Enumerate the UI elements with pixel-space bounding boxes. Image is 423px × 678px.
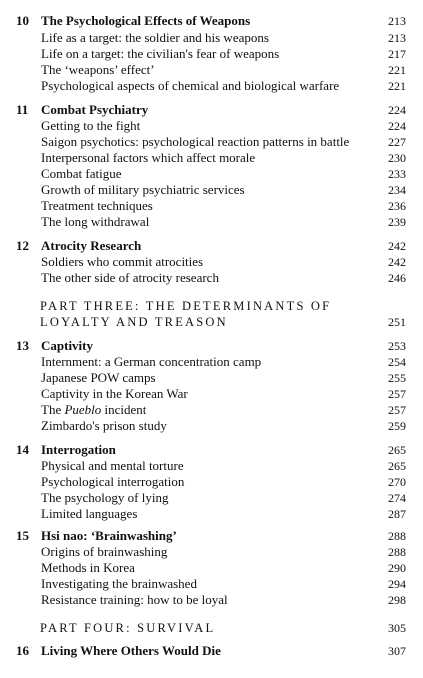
page-number: 259 [388, 419, 406, 433]
section-title: Investigating the brainwashed [41, 576, 197, 591]
section-title: The long withdrawal [41, 214, 150, 229]
chapter-title: Hsi nao: ‘Brainwashing’ [41, 528, 177, 543]
section-title: Zimbardo's prison study [41, 418, 167, 433]
toc-section-row [0, 418, 423, 434]
page-number: 242 [388, 255, 406, 269]
toc-section-row [0, 544, 423, 560]
page-number: 239 [388, 215, 406, 229]
toc-section-row [0, 166, 423, 182]
section-title: Captivity in the Korean War [41, 386, 188, 401]
toc-section-row [0, 150, 423, 166]
page-number: 288 [388, 529, 406, 543]
toc-section-row [0, 198, 423, 214]
chapter-number: 11 [16, 102, 29, 117]
part-title-line: PART FOUR: SURVIVAL [40, 621, 216, 635]
toc-part-heading [0, 620, 423, 636]
toc-section-row [0, 370, 423, 386]
page-number: 274 [388, 491, 406, 505]
toc-section-row [0, 490, 423, 506]
toc-section-row [0, 458, 423, 474]
section-title: Internment: a German concentration camp [41, 354, 262, 369]
chapter-number: 14 [16, 442, 29, 457]
page-number: 254 [388, 355, 406, 369]
toc-section-row [0, 62, 423, 78]
section-title: Physical and mental torture [41, 458, 184, 473]
toc-section-row [0, 118, 423, 134]
page-number: 305 [388, 621, 406, 635]
chapter-number: 10 [16, 13, 29, 28]
page-number: 234 [388, 183, 406, 197]
section-title-italic: Pueblo [64, 402, 102, 417]
page-number: 265 [388, 459, 406, 473]
section-title: Japanese POW camps [41, 370, 156, 385]
toc-chapter-row [0, 238, 423, 254]
toc-chapter-row [0, 442, 423, 458]
section-title: Limited languages [41, 506, 138, 521]
page-number: 213 [388, 31, 406, 45]
section-title: Growth of military psychiatric services [41, 182, 245, 197]
section-title: Methods in Korea [41, 560, 135, 575]
toc-section-row [0, 270, 423, 286]
page-number: 246 [388, 271, 406, 285]
section-title: Combat fatigue [41, 166, 122, 181]
toc-section-row [0, 182, 423, 198]
page-number: 224 [388, 103, 406, 117]
toc-section-row [0, 354, 423, 370]
page-number: 236 [388, 199, 406, 213]
page-number: 288 [388, 545, 406, 559]
section-title: Origins of brainwashing [41, 544, 168, 559]
page-number: 257 [388, 387, 406, 401]
page-number: 227 [388, 135, 406, 149]
toc-section-row [0, 78, 423, 94]
chapter-title: Living Where Others Would Die [41, 643, 221, 658]
section-title-part: The [41, 402, 65, 417]
section-title [41, 402, 146, 418]
page-number: 233 [388, 167, 406, 181]
chapter-number: 15 [16, 528, 29, 543]
page-number: 251 [388, 315, 406, 329]
page-number: 307 [388, 644, 406, 658]
toc-part-heading [0, 314, 423, 330]
toc-section-row [0, 30, 423, 46]
page-number: 294 [388, 577, 406, 591]
toc-section-row [0, 214, 423, 230]
toc-chapter-row [0, 528, 423, 544]
toc-chapter-row [0, 13, 423, 29]
page-number: 230 [388, 151, 406, 165]
toc-section-row [0, 506, 423, 522]
section-title: Resistance training: how to be loyal [41, 592, 228, 607]
chapter-title: Captivity [41, 338, 93, 353]
section-title: Psychological aspects of chemical and biological warfare [41, 78, 340, 93]
page-number: 221 [388, 79, 406, 93]
page-number: 221 [388, 63, 406, 77]
toc-chapter-row [0, 643, 423, 659]
page-number: 257 [388, 403, 406, 417]
page-number: 213 [388, 14, 406, 28]
chapter-title: Combat Psychiatry [41, 102, 149, 117]
section-title: Soldiers who commit atrocities [41, 254, 204, 269]
section-title: The ‘weapons’ effect’ [41, 62, 155, 77]
section-title: Life on a target: the civilian's fear of weapons [41, 46, 280, 61]
chapter-number: 16 [16, 643, 29, 658]
page-number: 217 [388, 47, 406, 61]
page-number: 242 [388, 239, 406, 253]
page-number: 270 [388, 475, 406, 489]
toc-section-row [0, 592, 423, 608]
page-number: 265 [388, 443, 406, 457]
chapter-number: 13 [16, 338, 29, 353]
toc-section-row [0, 474, 423, 490]
toc-chapter-row [0, 338, 423, 354]
section-title: Life as a target: the soldier and his weapons [41, 30, 269, 45]
page-number: 287 [388, 507, 406, 521]
section-title: Saigon psychotics: psychological reaction patterns in battle [41, 134, 350, 149]
chapter-number: 12 [16, 238, 29, 253]
part-title-line: LOYALTY AND TREASON [40, 315, 228, 329]
toc-section-row [0, 46, 423, 62]
toc-section-row [0, 134, 423, 150]
toc-section-row [0, 402, 423, 418]
part-title-line: PART THREE: THE DETERMINANTS OF [40, 299, 332, 313]
page-number: 298 [388, 593, 406, 607]
section-title: Getting to the fight [41, 118, 141, 133]
toc-part-heading [0, 298, 423, 314]
section-title: The other side of atrocity research [41, 270, 219, 285]
section-title-part: incident [101, 402, 147, 417]
section-title: Psychological interrogation [41, 474, 185, 489]
page-number: 253 [388, 339, 406, 353]
toc-section-row [0, 386, 423, 402]
toc-section-row [0, 254, 423, 270]
toc-chapter-row [0, 102, 423, 118]
section-title: Interpersonal factors which affect morale [41, 150, 256, 165]
page-number: 224 [388, 119, 406, 133]
chapter-title: The Psychological Effects of Weapons [41, 13, 251, 28]
section-title: Treatment techniques [41, 198, 153, 213]
page-number: 290 [388, 561, 406, 575]
toc-section-row [0, 560, 423, 576]
chapter-title: Interrogation [41, 442, 116, 457]
page-number: 255 [388, 371, 406, 385]
section-title: The psychology of lying [41, 490, 169, 505]
chapter-title: Atrocity Research [41, 238, 142, 253]
toc-section-row [0, 576, 423, 592]
